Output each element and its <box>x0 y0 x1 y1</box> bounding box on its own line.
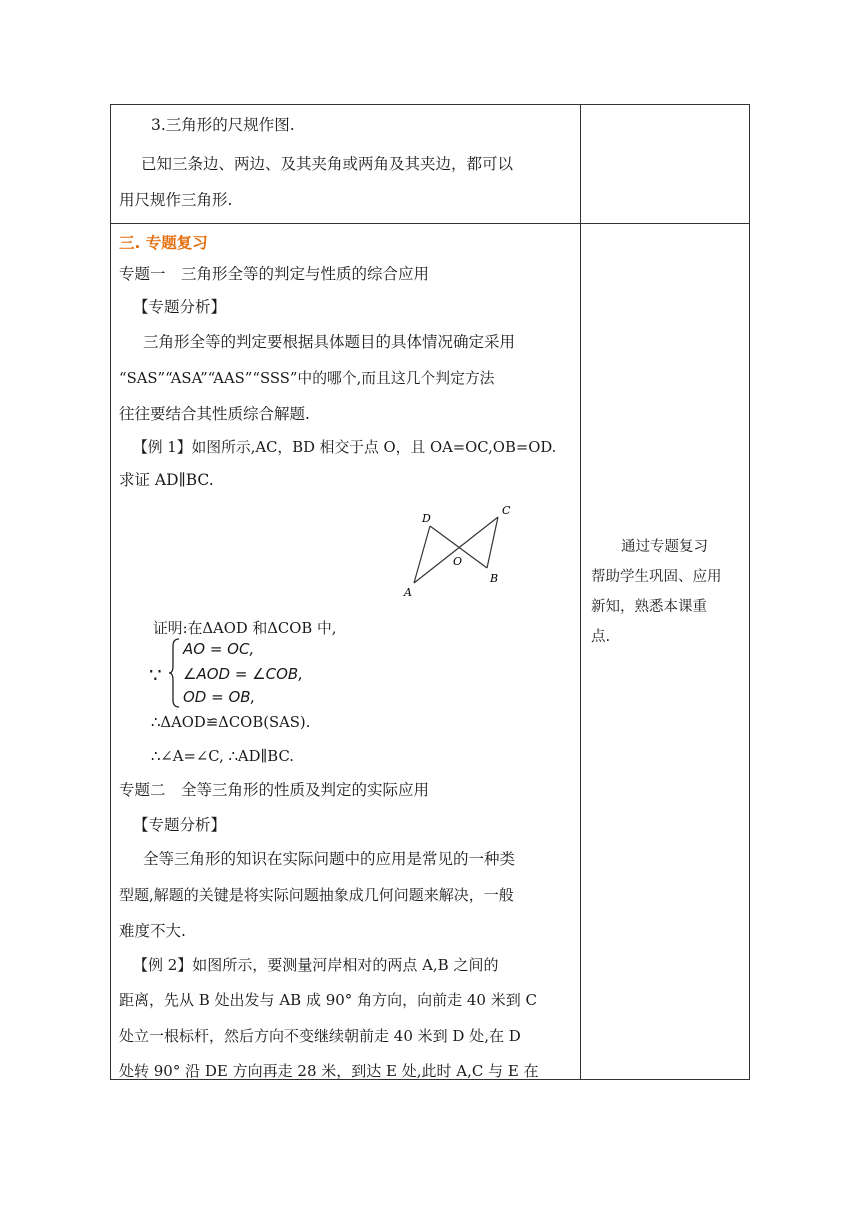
note-cell <box>581 224 750 1080</box>
label-a: A <box>404 586 412 598</box>
segment-ac <box>414 517 498 583</box>
topic2-analysis-line3: 难度不大. <box>119 922 186 940</box>
proof-intro: 证明:在ΔAOD 和ΔCOB 中, <box>153 620 337 637</box>
label-d: D <box>422 512 431 525</box>
item3-title: 3.三角形的尺规作图. <box>151 116 295 134</box>
side-note-line2: 帮助学生巩固、应用 <box>591 569 722 585</box>
side-note-line3: 新知，熟悉本课重 <box>591 599 707 615</box>
segment-ad <box>414 526 430 583</box>
topic2-title: 专题二 全等三角形的性质及判定的实际应用 <box>119 781 430 799</box>
note-cell <box>581 105 750 224</box>
because-symbol: ∵ <box>149 663 162 687</box>
example1-line1: 【例 1】如图所示,AC，BD 相交于点 O，且 OA=OC,OB=OD. <box>133 439 557 456</box>
label-o: O <box>453 555 463 568</box>
example1-line2: 求证 AD∥BC. <box>119 471 214 489</box>
content-cell <box>111 224 581 1080</box>
topic2-analysis-line2: 型题,解题的关键是将实际问题抽象成几何问题来解决，一般 <box>119 886 514 904</box>
condition-1: AO = OC, <box>183 640 255 658</box>
example2-line4: 处转 90° 沿 DE 方向再走 28 米，到达 E 处,此时 A,C 与 E 在 <box>119 1062 539 1080</box>
topic1-analysis-line1: 三角形全等的判定要根据具体题目的具体情况确定采用 <box>143 333 516 351</box>
conclusion-2: ∴∠A=∠C, ∴AD∥BC. <box>151 748 294 765</box>
side-note-line1: 通过专题复习 <box>621 539 708 555</box>
content-cell <box>111 105 581 224</box>
item3-text-line2: 用尺规作三角形. <box>119 191 233 209</box>
topic1-analysis-line3: 往往要结合其性质综合解题. <box>119 405 310 423</box>
condition-2: ∠AOD = ∠COB, <box>183 665 303 683</box>
example2-line3: 处立一根标杆，然后方向不变继续朝前走 40 米到 D 处,在 D <box>119 1027 521 1045</box>
topic2-analysis-line1: 全等三角形的知识在实际问题中的应用是常见的一种类 <box>143 850 516 868</box>
topic1-analysis-line2: “SAS”“ASA”“AAS”“SSS”中的哪个,而且这几个判定方法 <box>119 370 495 387</box>
label-c: C <box>502 504 511 517</box>
topic1-title: 专题一 三角形全等的判定与性质的综合应用 <box>119 265 430 283</box>
example2-line1: 【例 2】如图所示，要测量河岸相对的两点 A,B 之间的 <box>133 956 499 974</box>
label-b: B <box>490 572 499 585</box>
example1-figure <box>396 498 516 598</box>
lesson-table <box>110 104 750 1080</box>
table-row <box>111 224 750 1080</box>
item3-text-line1: 已知三条边、两边、及其夹角或两角及其夹边，都可以 <box>141 155 514 173</box>
example2-line2: 距离，先从 B 处出发与 AB 成 90° 角方向，向前走 40 米到 C <box>119 991 537 1009</box>
left-brace <box>169 638 181 708</box>
table-row <box>111 105 750 224</box>
section-heading: 三. 专题复习 <box>119 234 208 252</box>
side-note-line4: 点. <box>591 629 611 645</box>
condition-3: OD = OB, <box>183 688 256 706</box>
topic1-analysis-label: 【专题分析】 <box>133 298 227 316</box>
topic2-analysis-label: 【专题分析】 <box>133 816 227 834</box>
conclusion-1: ∴ΔAOD≌ΔCOB(SAS). <box>151 714 311 731</box>
